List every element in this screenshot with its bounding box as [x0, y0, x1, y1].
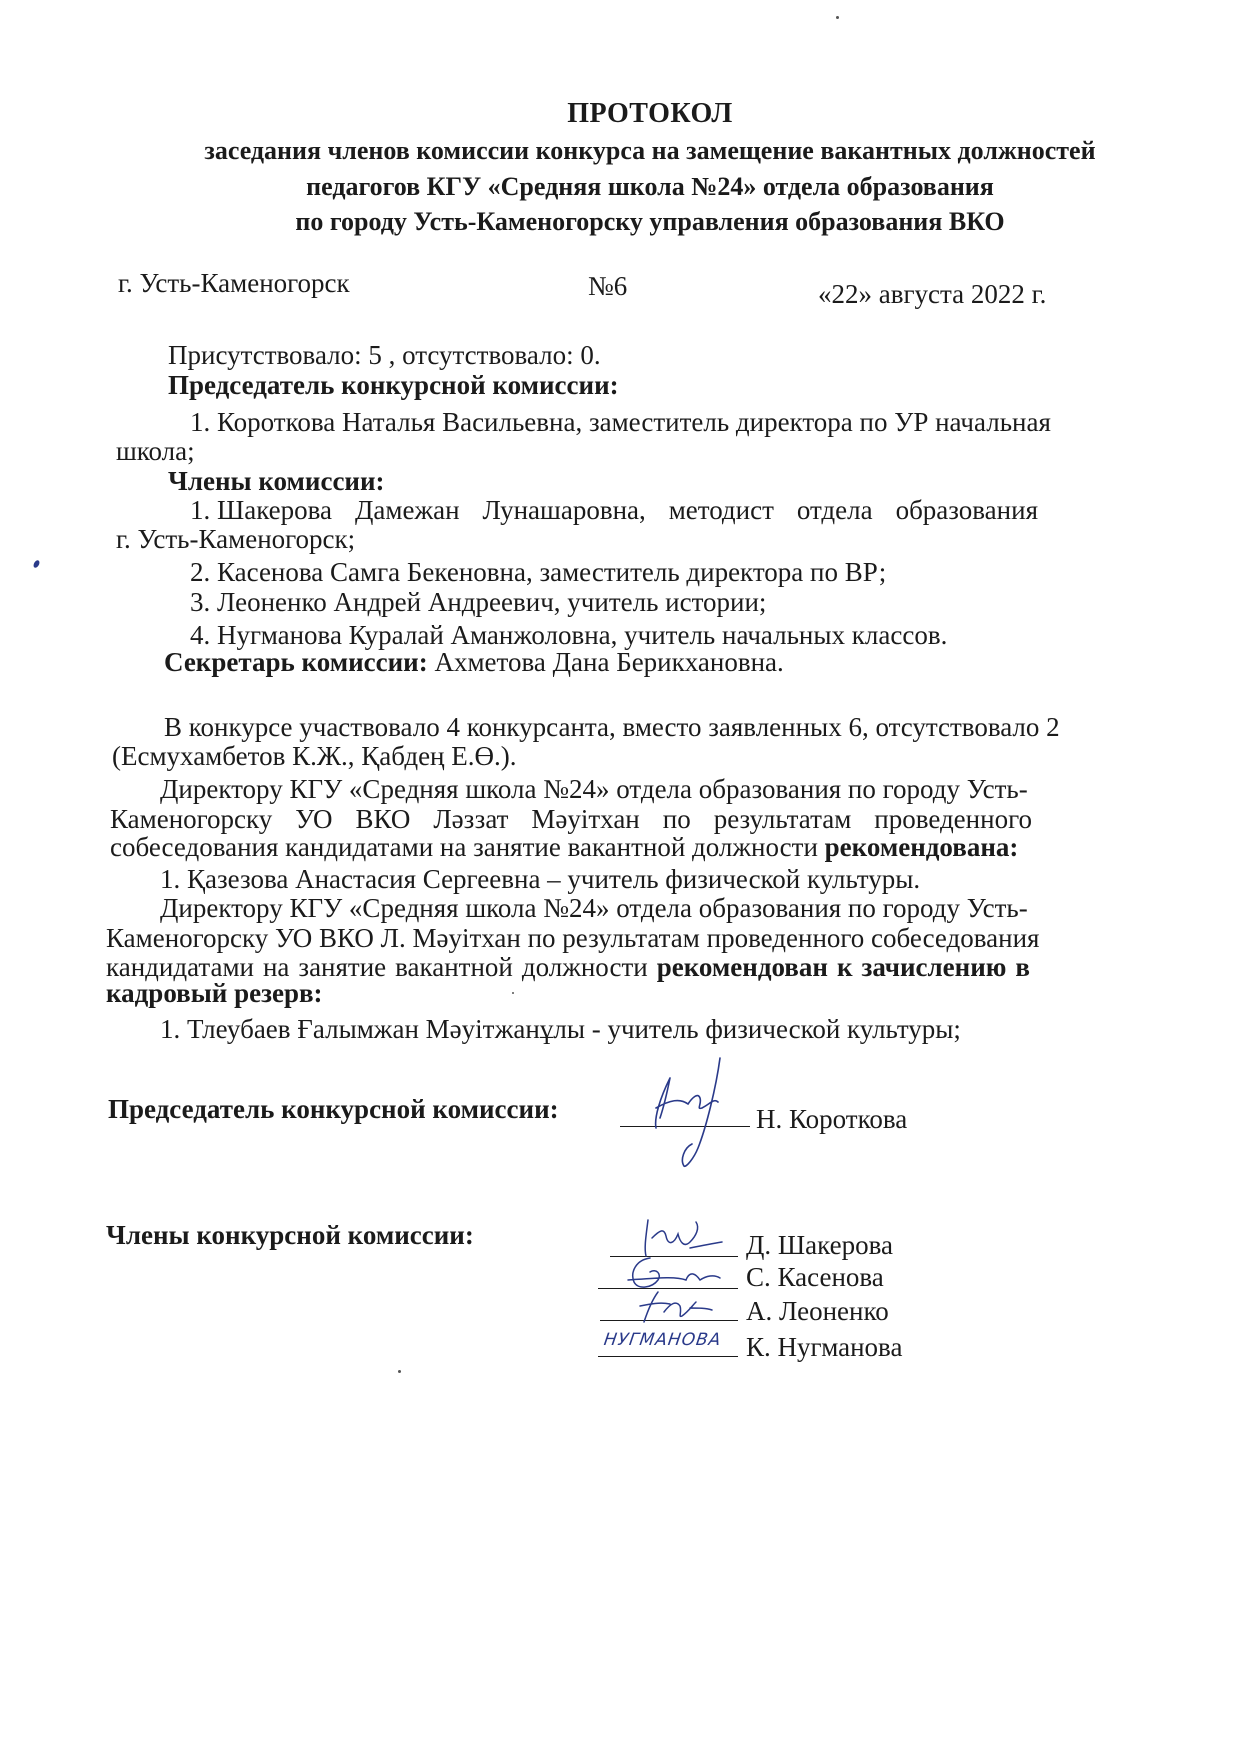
chair-signature: [640, 1048, 750, 1178]
chair-item-line2: школа;: [116, 436, 195, 466]
city: г. Усть-Каменогорск: [118, 268, 350, 298]
word: проведенного: [874, 804, 1032, 834]
word: образования: [895, 495, 1038, 525]
member-signature-name-4: К. Нугманова: [746, 1332, 903, 1362]
member-signature-line-4: [598, 1356, 738, 1357]
word: к: [836, 952, 853, 982]
subtitle-line-3: по городу Усть-Каменогорску управления образования ВКО: [295, 207, 1005, 236]
word: по: [662, 804, 691, 834]
member-signature-name-3: А. Леоненко: [746, 1296, 889, 1326]
word: рекомендован: [656, 952, 828, 982]
word: результатам: [713, 804, 852, 834]
chair-signature-label: Председатель конкурсной комиссии:: [108, 1094, 559, 1124]
member-signature-name-2: С. Касенова: [746, 1262, 884, 1292]
word: Каменогорску: [110, 804, 273, 834]
secretary-line: Секретарь комиссии: Ахметова Дана Берикхановна.: [164, 647, 784, 677]
word: УО: [295, 804, 333, 834]
member-signature-name-1: Д. Шакерова: [746, 1230, 893, 1260]
member-item-4: 4. Нугманова Куралай Аманжоловна, учитель начальных классов.: [190, 620, 948, 650]
member-item-3: 3. Леоненко Андрей Андреевич, учитель истории;: [190, 587, 767, 617]
paragraph-2-line1: Директору КГУ «Средняя школа №24» отдела образования по городу Усть-: [160, 774, 1028, 804]
paragraph-3-line4: кадровый резерв:: [106, 978, 323, 1008]
word: отдела: [796, 495, 873, 525]
protocol-date: «22» августа 2022 г.: [818, 279, 1047, 309]
members-heading: Члены комиссии:: [168, 466, 385, 496]
document-title: ПРОТОКОЛ: [567, 98, 733, 129]
paragraph-1-line2: (Есмухамбетов К.Ж., Қабдең Е.Ө.).: [112, 741, 517, 771]
paragraph-2-line3: собеседования кандидатами на занятие вакантной должности рекомендована:: [110, 832, 1019, 862]
scan-speck: [836, 16, 839, 19]
word: Лунашаровна,: [482, 495, 646, 525]
word: должности: [521, 952, 648, 982]
attendance: Присутствовало: 5 , отсутствовало: 0.: [168, 340, 601, 370]
protocol-number: №6: [588, 271, 628, 301]
word: методист: [668, 495, 774, 525]
word: вакантной: [395, 952, 513, 982]
recommended-candidate: 1. Қазезова Анастасия Сергеевна – учитель физической культуры.: [160, 864, 921, 894]
member-signature-4: НУГМАНОВА: [602, 1330, 723, 1350]
members-signature-label: Члены конкурсной комиссии:: [106, 1220, 474, 1250]
word: кандидатами: [106, 952, 254, 982]
member-signature-3: [620, 1282, 720, 1332]
word: в: [1015, 952, 1030, 982]
word: зачислению: [861, 952, 1007, 982]
paragraph-1-line1: В конкурсе участвовало 4 конкурсанта, вместо заявленных 6, отсутствовало 2: [164, 712, 1060, 742]
word: на: [262, 952, 290, 982]
chair-item-line1: 1. Короткова Наталья Васильевна, заместитель директора по УР начальная: [190, 407, 1051, 437]
subtitle-line-1: заседания членов комиссии конкурса на замещение вакантных должностей: [204, 136, 1096, 165]
scan-speck: [398, 1370, 401, 1373]
scan-speck: [512, 992, 514, 994]
subtitle-line-2: педагогов КГУ «Средняя школа №24» отдела образования: [306, 172, 994, 201]
word: ВКО: [355, 804, 411, 834]
paragraph-2-line2: [110, 804, 1032, 835]
word: Ләззат: [433, 804, 509, 834]
word: Дамежан: [354, 495, 460, 525]
chair-signature-name: Н. Короткова: [756, 1104, 908, 1134]
word: занятие: [298, 952, 387, 982]
reserve-candidate: 1. Тлеубаев Ғалымжан Мәуітжанұлы - учитель физической культуры;: [160, 1014, 961, 1044]
member-item-1-line2: г. Усть-Каменогорск;: [116, 524, 356, 554]
word: 1. Шакерова: [190, 495, 333, 525]
member-item-1-line1: [190, 495, 1038, 526]
word: Мәуітхан: [531, 804, 640, 834]
paragraph-3-line1: Директору КГУ «Средняя школа №24» отдела образования по городу Усть-: [160, 893, 1028, 923]
scan-speck: [32, 559, 40, 568]
paragraph-3-line2: Каменогорску УО ВКО Л. Мәуітхан по результатам проведенного собеседования: [106, 923, 1040, 953]
member-item-2: 2. Касенова Самга Бекеновна, заместитель директора по ВР;: [190, 557, 887, 587]
chair-heading: Председатель конкурсной комиссии:: [168, 370, 619, 400]
